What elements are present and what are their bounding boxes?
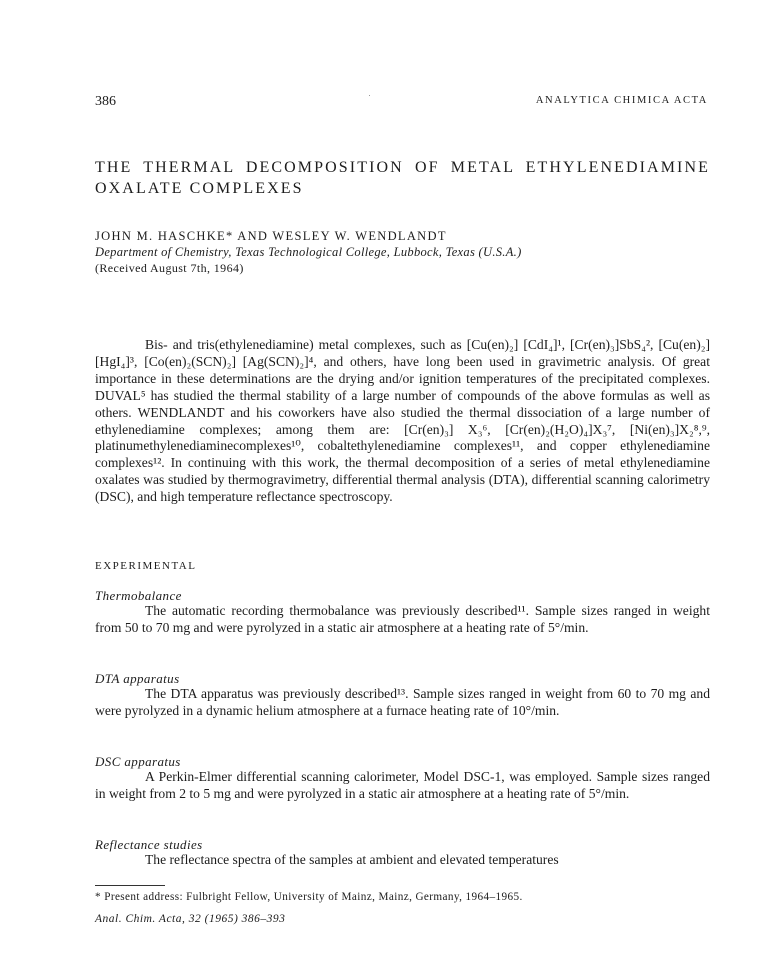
- article-title-line-2: OXALATE COMPLEXES: [95, 180, 304, 197]
- scan-speck: [369, 95, 370, 96]
- subheading-dsc: DSC apparatus: [95, 754, 181, 769]
- dta-text: The DTA apparatus was previously described¹³. Sample sizes ranged in weight from 60 to 70 mg and were pyrolyzed in a dynamic helium atmosphere at a furnace heating rate of 10°/min.: [95, 686, 710, 718]
- paragraph-dsc: [95, 769, 710, 803]
- journal-name: ANALYTICA CHIMICA ACTA: [535, 95, 708, 106]
- journal-citation: Anal. Chim. Acta, 32 (1965) 386–393: [95, 913, 286, 925]
- affiliation: Department of Chemistry, Texas Technological College, Lubbock, Texas (U.S.A.): [95, 245, 522, 259]
- section-heading-experimental: EXPERIMENTAL: [95, 560, 197, 572]
- footnote-rule: [95, 885, 165, 886]
- paragraph-dta: [95, 686, 710, 720]
- paragraph-reflectance: [95, 852, 710, 869]
- paragraph-thermobalance: [95, 603, 710, 637]
- dsc-text: A Perkin-Elmer differential scanning calorimeter, Model DSC-1, was employed. Sample sizes ranged in weight from 2 to 5 mg and were pyrolyzed in a static air atmosphere at a heating rate of 5°/min.: [95, 769, 710, 801]
- subheading-dta: DTA apparatus: [95, 671, 180, 686]
- intro-paragraph: [95, 337, 710, 506]
- footnote: * Present address: Fulbright Fellow, University of Mainz, Mainz, Germany, 1964–1965.: [95, 891, 523, 903]
- subheading-thermobalance: Thermobalance: [95, 588, 182, 603]
- received-date: (Received August 7th, 1964): [95, 261, 244, 275]
- authors: JOHN M. HASCHKE* AND WESLEY W. WENDLANDT: [95, 229, 447, 243]
- article-title-line-1: THE THERMAL DECOMPOSITION OF METAL ETHYLENEDIAMINE: [95, 159, 710, 176]
- thermobalance-text: The automatic recording thermobalance was previously described¹¹. Sample sizes ranged in weight from 50 to 70 mg and were pyrolyzed in a static air atmosphere at a heating rate of 5°/min.: [95, 603, 710, 635]
- subheading-reflectance: Reflectance studies: [95, 837, 203, 852]
- page-number: 386: [95, 94, 116, 109]
- intro-text: Bis- and tris(ethylenediamine) metal complexes, such as [Cu(en)₂] [CdI₄]¹, [Cr(en)₃]SbS₄², [Cu(en)₂] [HgI₄]³, [Co(en)₂(SCN)₂] [Ag(SCN)₂]⁴, and others, have long been used in gravimetric analysis. Of great importance in these determinations are the drying and/or ignition temperatures of the precipitated complexes. DUVAL⁵ has studied the thermal stability of a large number of compounds of the above formulas as well as others. WENDLANDT and his coworkers have also studied the thermal dissociation of a large number of ethylenediamine complexes; among them are: [Cr(en)₃] X₃⁶, [Cr(en)₂(H₂O)₄]X₃⁷, [Ni(en)₃]X₂⁸,⁹, platinumethylenediaminecomplexes¹⁰, cobaltethylenediamine complexes¹¹, and copper ethylenediamine complexes¹². In continuing with this work, the thermal decomposition of a series of metal ethylenediamine oxalates was studied by thermogravimetry, differential thermal analysis (DTA), differential scanning calorimetry (DSC), and high temperature reflectance spectroscopy.: [95, 337, 710, 505]
- reflectance-text: The reflectance spectra of the samples at ambient and elevated temperatures: [145, 852, 559, 867]
